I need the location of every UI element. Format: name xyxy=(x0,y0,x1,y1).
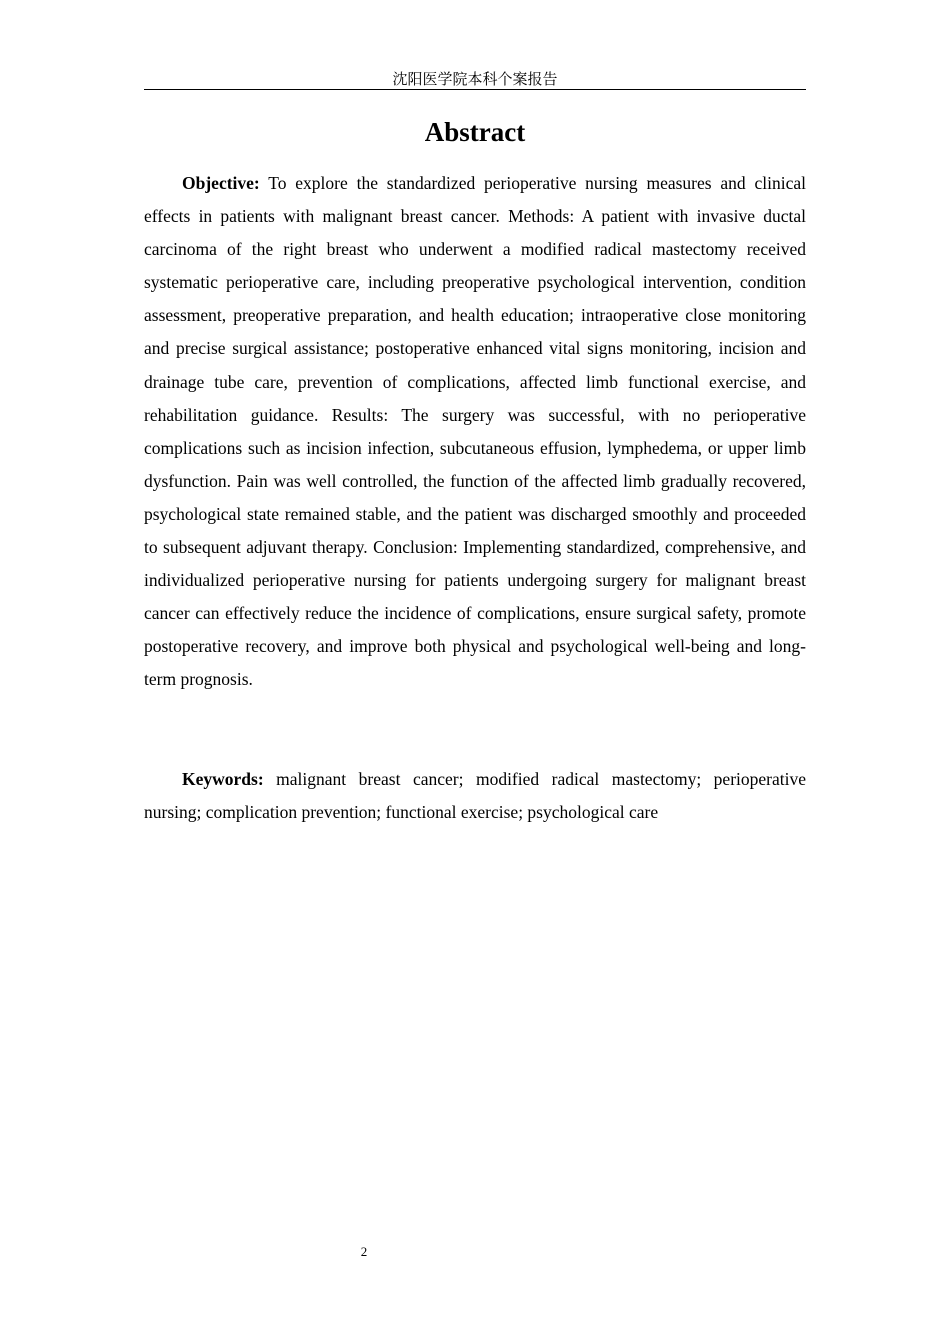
keywords-body: malignant breast cancer; modified radical mastectomy; perioperative nursing; complication prevention; functional exercise; psychological care xyxy=(144,769,806,823)
objective-label: Objective: xyxy=(182,173,260,193)
page-header: 沈阳医学院本科个案报告 xyxy=(144,70,806,90)
abstract-title: Abstract xyxy=(424,117,526,147)
keywords-paragraph xyxy=(144,763,806,829)
abstract-body: To explore the standardized perioperative nursing measures and clinical effects in patients with malignant breast cancer. Methods: A patient with invasive ductal carcinoma of the right breast who underwent a modified radical mastectomy received systematic perioperative care, including preoperative psychological intervention, condition assessment, preoperative preparation, and health education; intraoperative close monitoring and precise surgical assistance; postoperative enhanced vital signs monitoring, incision and drainage tube care, prevention of complications, affected limb functional exercise, and rehabilitation guidance. Results: The surgery was successful, with no perioperative complications such as incision infection, subcutaneous effusion, lymphedema, or upper limb dysfunction. Pain was well controlled, the function of the affected limb gradually recovered, psychological state remained stable, and the patient was discharged smoothly and proceeded to subsequent adjuvant therapy. Conclusion: Implementing standardized, comprehensive, and individualized perioperative nursing for patients undergoing surgery for malignant breast cancer can effectively reduce the incidence of complications, ensure surgical safety, promote postoperative recovery, and improve both physical and psychological well-being and long-term prognosis. xyxy=(144,173,806,690)
abstract-paragraph xyxy=(144,167,806,697)
page-number: 2 xyxy=(360,1244,368,1259)
keywords-label: Keywords: xyxy=(182,769,264,789)
